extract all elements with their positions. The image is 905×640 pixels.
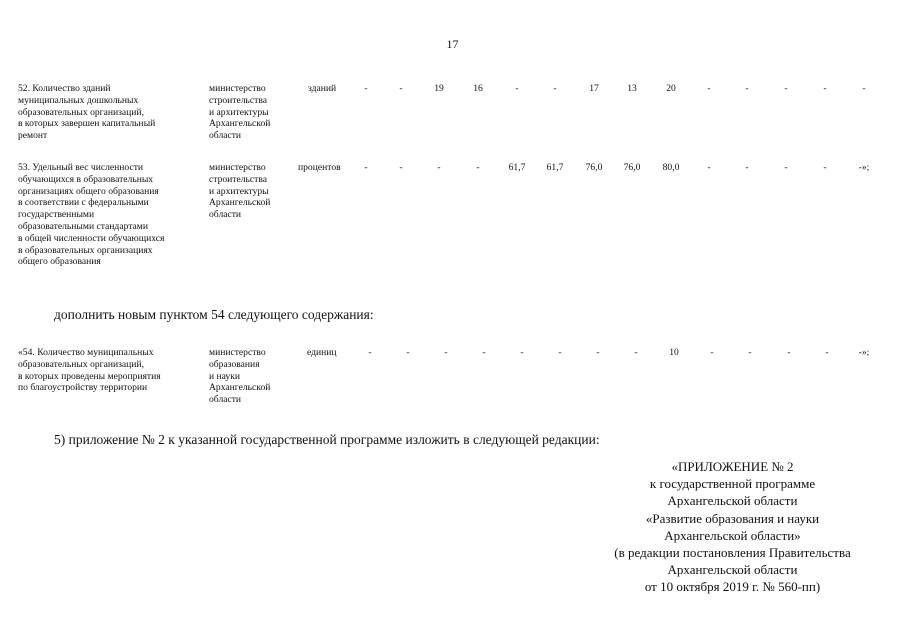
unit-of-measure: единиц (307, 347, 337, 358)
value-cell: - (406, 347, 410, 358)
value-cell: - (745, 162, 749, 173)
value-cell: 19 (434, 83, 444, 94)
value-cell: 17 (589, 83, 599, 94)
unit-of-measure: зданий (308, 83, 337, 94)
responsible-org: министерство образования и науки Архангельской области (209, 347, 271, 406)
value-cell: - (399, 162, 403, 173)
responsible-org: министерство строительства и архитектуры Архангельской области (209, 162, 271, 221)
value-cell: -»; (858, 162, 870, 173)
value-cell: - (558, 347, 562, 358)
paragraph-item-5: 5) приложение № 2 к указанной государственной программе изложить в следующей редакции: (54, 432, 600, 447)
value-cell: - (823, 162, 827, 173)
value-cell: -»; (858, 347, 870, 358)
page-number: 17 (446, 37, 459, 51)
indicator-name: 52. Количество зданий муниципальных дошкольных образовательных организаций, в которых завершен капитальный ремонт (18, 83, 156, 142)
value-cell: - (825, 347, 829, 358)
value-cell: - (399, 83, 403, 94)
value-cell: - (437, 162, 441, 173)
value-cell: - (784, 162, 788, 173)
indicator-name: 53. Удельный вес численности обучающихся в образовательных организациях общего образования в соответствии с федеральными государственными образовательными стандартами в общей численности обучающихся в образовательных организациях общего образования (18, 162, 165, 268)
value-cell: 10 (669, 347, 679, 358)
value-cell: - (710, 347, 714, 358)
value-cell: 13 (627, 83, 637, 94)
unit-of-measure: процентов (298, 162, 341, 173)
value-cell: - (482, 347, 486, 358)
value-cell: - (596, 347, 600, 358)
value-cell: - (364, 162, 368, 173)
value-cell: - (444, 347, 448, 358)
value-cell: - (787, 347, 791, 358)
value-cell: - (368, 347, 372, 358)
indicator-name: «54. Количество муниципальных образовательных организаций, в которых проведены мероприятия по благоустройству территории (18, 347, 161, 394)
responsible-org: министерство строительства и архитектуры Архангельской области (209, 83, 271, 142)
value-cell: - (748, 347, 752, 358)
value-cell: - (553, 83, 557, 94)
value-cell: - (784, 83, 788, 94)
value-cell: 61,7 (508, 162, 526, 173)
value-cell: 80,0 (662, 162, 680, 173)
value-cell: - (364, 83, 368, 94)
value-cell: 20 (666, 83, 676, 94)
value-cell: 16 (473, 83, 483, 94)
value-cell: - (707, 162, 711, 173)
value-cell: - (823, 83, 827, 94)
value-cell: 76,0 (623, 162, 641, 173)
paragraph-add-item-54: дополнить новым пунктом 54 следующего содержания: (54, 307, 374, 322)
value-cell: 76,0 (585, 162, 603, 173)
value-cell: 61,7 (546, 162, 564, 173)
value-cell: - (515, 83, 519, 94)
value-cell: - (476, 162, 480, 173)
value-cell: - (707, 83, 711, 94)
value-cell: - (520, 347, 524, 358)
appendix-header: «ПРИЛОЖЕНИЕ № 2 к государственной программе Архангельской области «Развитие образования и науки Архангельской области» (в редакции постановления Правительства Архангельской области от 10 октября 2019 г. № 560-пп) (614, 459, 851, 595)
value-cell: - (634, 347, 638, 358)
value-cell: - (745, 83, 749, 94)
value-cell: - (862, 83, 866, 94)
